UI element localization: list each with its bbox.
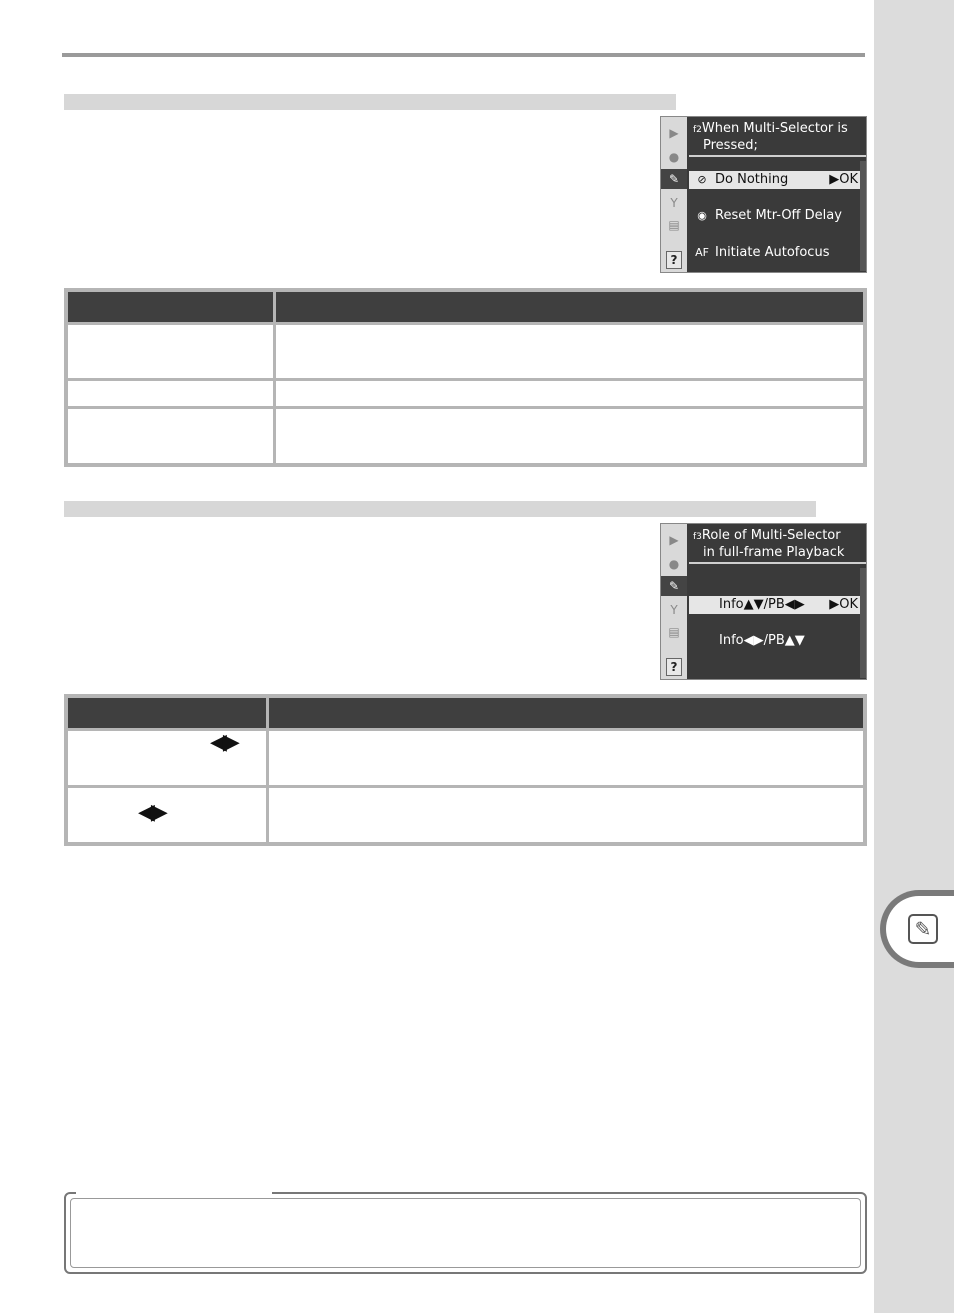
lcd-title: f2When Multi-Selector is Pressed; [693,121,848,153]
shooting-menu-icon: ● [668,557,680,571]
table-header [68,698,863,728]
camera-screen-f3 [660,523,867,680]
right-margin-strip [874,0,954,1313]
section-heading-bar-f3 [64,501,816,517]
section-tab [880,890,954,968]
recent-settings-icon: ▤ [668,218,680,232]
help-icon: ? [666,658,682,676]
help-icon: ? [666,251,682,269]
option-info-updown-pb-leftright[interactable]: Info▲▼/PB◀▶ ▶OK [689,596,860,614]
recent-settings-icon: ▤ [668,625,680,639]
camera-screen-f2 [660,116,867,273]
option-reset-mtr-off-delay[interactable]: ◉ Reset Mtr-Off Delay [689,207,860,225]
section-heading-bar-f2 [64,94,676,110]
lcd-scrollbar [860,161,866,271]
options-table-f3 [64,694,867,846]
left-right-arrows-icon: ◀▶ [138,800,164,825]
ok-indicator: ▶OK [829,172,858,187]
option-info-leftright-pb-updown[interactable]: Info◀▶/PB▲▼ [719,633,805,648]
option-initiate-autofocus[interactable]: AF Initiate Autofocus [689,244,860,262]
do-nothing-icon: ⊘ [697,173,707,186]
playback-menu-icon: ▶ [669,126,679,140]
lcd-menu-tabs [661,117,687,272]
lcd-menu-tabs [661,524,687,679]
tip-box [64,1192,867,1274]
setup-menu-icon: Y [670,196,678,210]
lcd-title: f3Role of Multi-Selector in full-frame Playback [693,528,845,560]
playback-menu-icon: ▶ [669,533,679,547]
setup-menu-icon: Y [670,603,678,617]
custom-settings-icon: ✎ [661,576,687,596]
meter-icon: ◉ [697,209,707,222]
custom-settings-icon: ✎ [661,169,687,189]
left-right-arrows-icon: ◀▶ [210,730,236,755]
shooting-menu-icon: ● [668,150,680,164]
pencil-icon: ✎ [908,914,938,944]
lcd-scrollbar [860,568,866,678]
options-table-f2 [64,288,867,467]
table-header [68,292,863,322]
ok-indicator: ▶OK [829,597,858,612]
af-icon: AF [695,246,709,259]
option-do-nothing[interactable]: ⊘ Do Nothing ▶OK [689,171,860,189]
top-rule [62,53,865,57]
